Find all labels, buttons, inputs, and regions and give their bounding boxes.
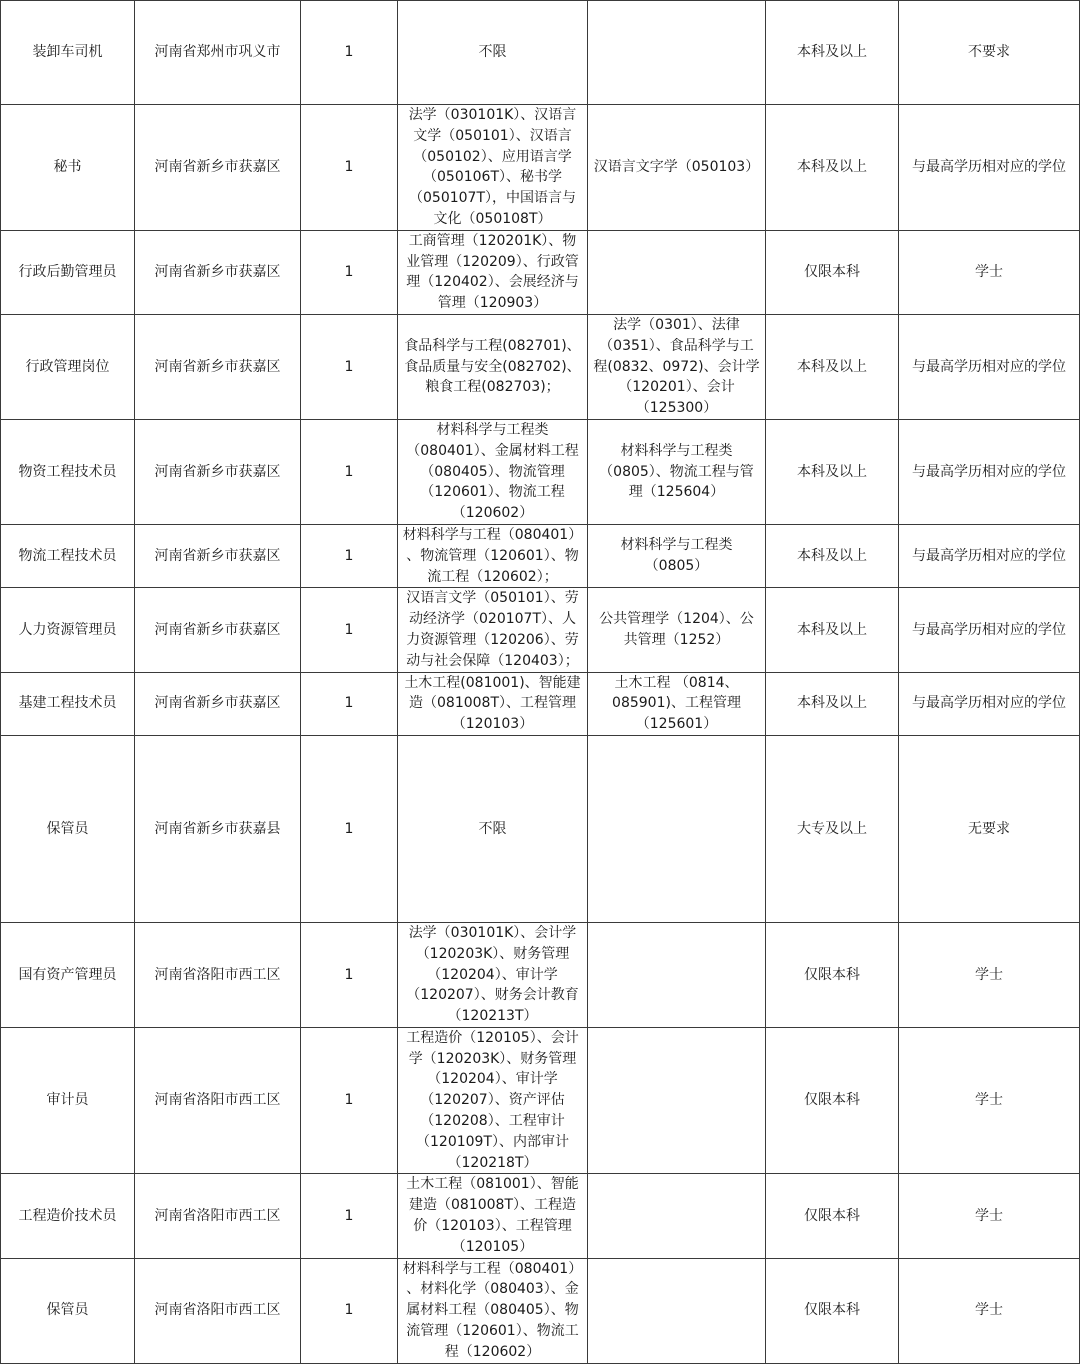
position-cell: 行政后勤管理员	[1, 230, 135, 314]
undergrad-major-cell: 工程造价（120105）、会计 学（120203K）、财务管理 （120204）、审计学 （120207）、资产评估 （120208）、工程审计 （120109T）、内部审计 （120218T）	[398, 1027, 588, 1174]
grad-major-cell	[588, 230, 766, 314]
degree-cell: 与最高学历相对应的学位	[899, 588, 1080, 672]
degree-cell: 与最高学历相对应的学位	[899, 419, 1080, 524]
position-cell: 人力资源管理员	[1, 588, 135, 672]
education-cell: 本科及以上	[766, 588, 899, 672]
undergrad-major-cell: 材料科学与工程类 （080401）、金属材料工程 （080405）、物流管理 （120601）、物流工程 （120602）	[398, 419, 588, 524]
count-cell: 1	[301, 922, 398, 1027]
table-row	[1, 419, 1080, 524]
location-cell: 河南省郑州市巩义市	[135, 1, 301, 105]
table-row	[1, 735, 1080, 922]
table-row	[1, 314, 1080, 419]
education-cell: 本科及以上	[766, 314, 899, 419]
location-cell: 河南省洛阳市西工区	[135, 1258, 301, 1363]
education-cell: 本科及以上	[766, 672, 899, 735]
table-row	[1, 922, 1080, 1027]
grad-major-cell	[588, 1, 766, 105]
degree-cell: 不要求	[899, 1, 1080, 105]
location-cell: 河南省新乡市获嘉区	[135, 524, 301, 587]
degree-cell: 学士	[899, 1027, 1080, 1174]
location-cell: 河南省洛阳市西工区	[135, 1174, 301, 1258]
grad-major-cell: 材料科学与工程类 （0805）	[588, 524, 766, 587]
table-row	[1, 105, 1080, 231]
position-cell: 基建工程技术员	[1, 672, 135, 735]
undergrad-major-cell: 材料科学与工程（080401） 、材料化学（080403）、金 属材料工程（080405）、物 流管理（120601）、物流工 程（120602）	[398, 1258, 588, 1363]
location-cell: 河南省新乡市获嘉区	[135, 105, 301, 231]
count-cell: 1	[301, 672, 398, 735]
grad-major-cell	[588, 735, 766, 922]
count-cell: 1	[301, 735, 398, 922]
count-cell: 1	[301, 1174, 398, 1258]
count-cell: 1	[301, 524, 398, 587]
grad-major-cell	[588, 922, 766, 1027]
degree-cell: 与最高学历相对应的学位	[899, 524, 1080, 587]
education-cell: 仅限本科	[766, 1258, 899, 1363]
position-cell: 物资工程技术员	[1, 419, 135, 524]
grad-major-cell	[588, 1174, 766, 1258]
count-cell: 1	[301, 419, 398, 524]
grad-major-cell: 汉语言文字学（050103）	[588, 105, 766, 231]
education-cell: 本科及以上	[766, 105, 899, 231]
count-cell: 1	[301, 314, 398, 419]
undergrad-major-cell: 汉语言文学（050101）、劳 动经济学（020107T）、人 力资源管理（120206）、劳 动与社会保障（120403）；	[398, 588, 588, 672]
table-row	[1, 230, 1080, 314]
grad-major-cell: 土木工程 （0814、 085901)、工程管理 （125601）	[588, 672, 766, 735]
undergrad-major-cell: 工商管理（120201K）、物 业管理（120209）、行政管 理（120402）、会展经济与 管理（120903）	[398, 230, 588, 314]
degree-cell: 与最高学历相对应的学位	[899, 105, 1080, 231]
degree-cell: 学士	[899, 230, 1080, 314]
table-row	[1, 1174, 1080, 1258]
undergrad-major-cell: 土木工程(081001)、智能建 造（081008T）、工程管理 （120103）	[398, 672, 588, 735]
undergrad-major-cell: 食品科学与工程(082701)、 食品质量与安全(082702)、 粮食工程(082703)；	[398, 314, 588, 419]
grad-major-cell	[588, 1027, 766, 1174]
count-cell: 1	[301, 1027, 398, 1174]
degree-cell: 与最高学历相对应的学位	[899, 672, 1080, 735]
education-cell: 大专及以上	[766, 735, 899, 922]
position-cell: 物流工程技术员	[1, 524, 135, 587]
education-cell: 本科及以上	[766, 419, 899, 524]
undergrad-major-cell: 材料科学与工程（080401） 、物流管理（120601）、物 流工程（120602）；	[398, 524, 588, 587]
education-cell: 仅限本科	[766, 1027, 899, 1174]
education-cell: 本科及以上	[766, 524, 899, 587]
location-cell: 河南省新乡市获嘉区	[135, 588, 301, 672]
position-cell: 国有资产管理员	[1, 922, 135, 1027]
count-cell: 1	[301, 1258, 398, 1363]
position-cell: 保管员	[1, 1258, 135, 1363]
location-cell: 河南省新乡市获嘉县	[135, 735, 301, 922]
location-cell: 河南省洛阳市西工区	[135, 922, 301, 1027]
grad-major-cell: 公共管理学（1204）、公 共管理（1252）	[588, 588, 766, 672]
undergrad-major-cell: 土木工程（081001）、智能 建造（081008T）、工程造 价（120103）、工程管理 （120105）	[398, 1174, 588, 1258]
table-row	[1, 672, 1080, 735]
undergrad-major-cell: 法学（030101K）、会计学 （120203K）、财务管理 （120204）、审计学 （120207）、财务会计教育 （120213T）	[398, 922, 588, 1027]
table-row	[1, 1258, 1080, 1363]
grad-major-cell: 材料科学与工程类 （0805）、物流工程与管 理（125604）	[588, 419, 766, 524]
location-cell: 河南省新乡市获嘉区	[135, 314, 301, 419]
education-cell: 仅限本科	[766, 1174, 899, 1258]
degree-cell: 无要求	[899, 735, 1080, 922]
position-cell: 审计员	[1, 1027, 135, 1174]
position-cell: 工程造价技术员	[1, 1174, 135, 1258]
count-cell: 1	[301, 105, 398, 231]
degree-cell: 学士	[899, 1174, 1080, 1258]
location-cell: 河南省新乡市获嘉区	[135, 230, 301, 314]
undergrad-major-cell: 不限	[398, 735, 588, 922]
count-cell: 1	[301, 1, 398, 105]
undergrad-major-cell: 法学（030101K）、汉语言 文学（050101）、汉语言 （050102）、应用语言学 （050106T）、秘书学 （050107T），中国语言与 文化（050108T）	[398, 105, 588, 231]
degree-cell: 学士	[899, 1258, 1080, 1363]
table-row	[1, 524, 1080, 587]
education-cell: 仅限本科	[766, 230, 899, 314]
location-cell: 河南省新乡市获嘉区	[135, 672, 301, 735]
location-cell: 河南省洛阳市西工区	[135, 1027, 301, 1174]
position-cell: 保管员	[1, 735, 135, 922]
degree-cell: 与最高学历相对应的学位	[899, 314, 1080, 419]
table-row	[1, 1, 1080, 105]
education-cell: 本科及以上	[766, 1, 899, 105]
position-cell: 装卸车司机	[1, 1, 135, 105]
grad-major-cell: 法学（0301）、法律 （0351）、食品科学与工 程(0832、0972)、会计学 （120201）、会计 （125300）	[588, 314, 766, 419]
grad-major-cell	[588, 1258, 766, 1363]
table-row	[1, 1027, 1080, 1174]
education-cell: 仅限本科	[766, 922, 899, 1027]
location-cell: 河南省新乡市获嘉区	[135, 419, 301, 524]
count-cell: 1	[301, 588, 398, 672]
degree-cell: 学士	[899, 922, 1080, 1027]
position-cell: 行政管理岗位	[1, 314, 135, 419]
position-cell: 秘书	[1, 105, 135, 231]
undergrad-major-cell: 不限	[398, 1, 588, 105]
count-cell: 1	[301, 230, 398, 314]
table-row	[1, 588, 1080, 672]
